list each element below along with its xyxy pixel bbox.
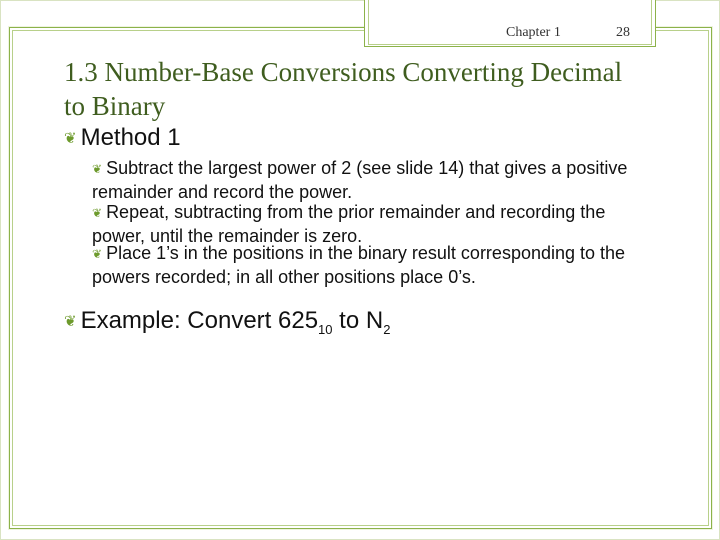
step-item [92,242,652,288]
chapter-label: Chapter 1 [506,25,561,40]
leaf-ornament-icon: ❦ [64,313,77,330]
base-subscript: 10 [318,322,333,337]
step-text: Place 1’s in the positions in the binary result corresponding to the powers recorded; in all other positions place 0’s. [92,243,626,287]
example-heading [64,307,390,335]
slide-title: 1.3 Number-Base Conversions Converting Decimal to Binary [64,57,623,121]
step-item [92,201,652,247]
step-item [92,157,692,203]
example-prefix: Example: Convert 625 [80,307,319,334]
leaf-ornament-icon: ❦ [64,130,77,147]
leaf-ornament-icon: ❦ [92,206,103,220]
example-middle: to N [332,307,384,334]
leaf-ornament-icon: ❦ [92,247,103,261]
step-text: Repeat, subtracting from the prior remainder and recording the power, until the remainder is zero. [92,202,606,246]
method-heading [64,124,181,152]
page-number: 28 [616,25,630,40]
step-text: Subtract the largest power of 2 (see slide 14) that gives a positive remainder and record the power. [92,158,628,202]
leaf-ornament-icon: ❦ [92,162,103,176]
target-base-subscript: 2 [383,322,391,337]
method-label: Method 1 [80,124,181,151]
